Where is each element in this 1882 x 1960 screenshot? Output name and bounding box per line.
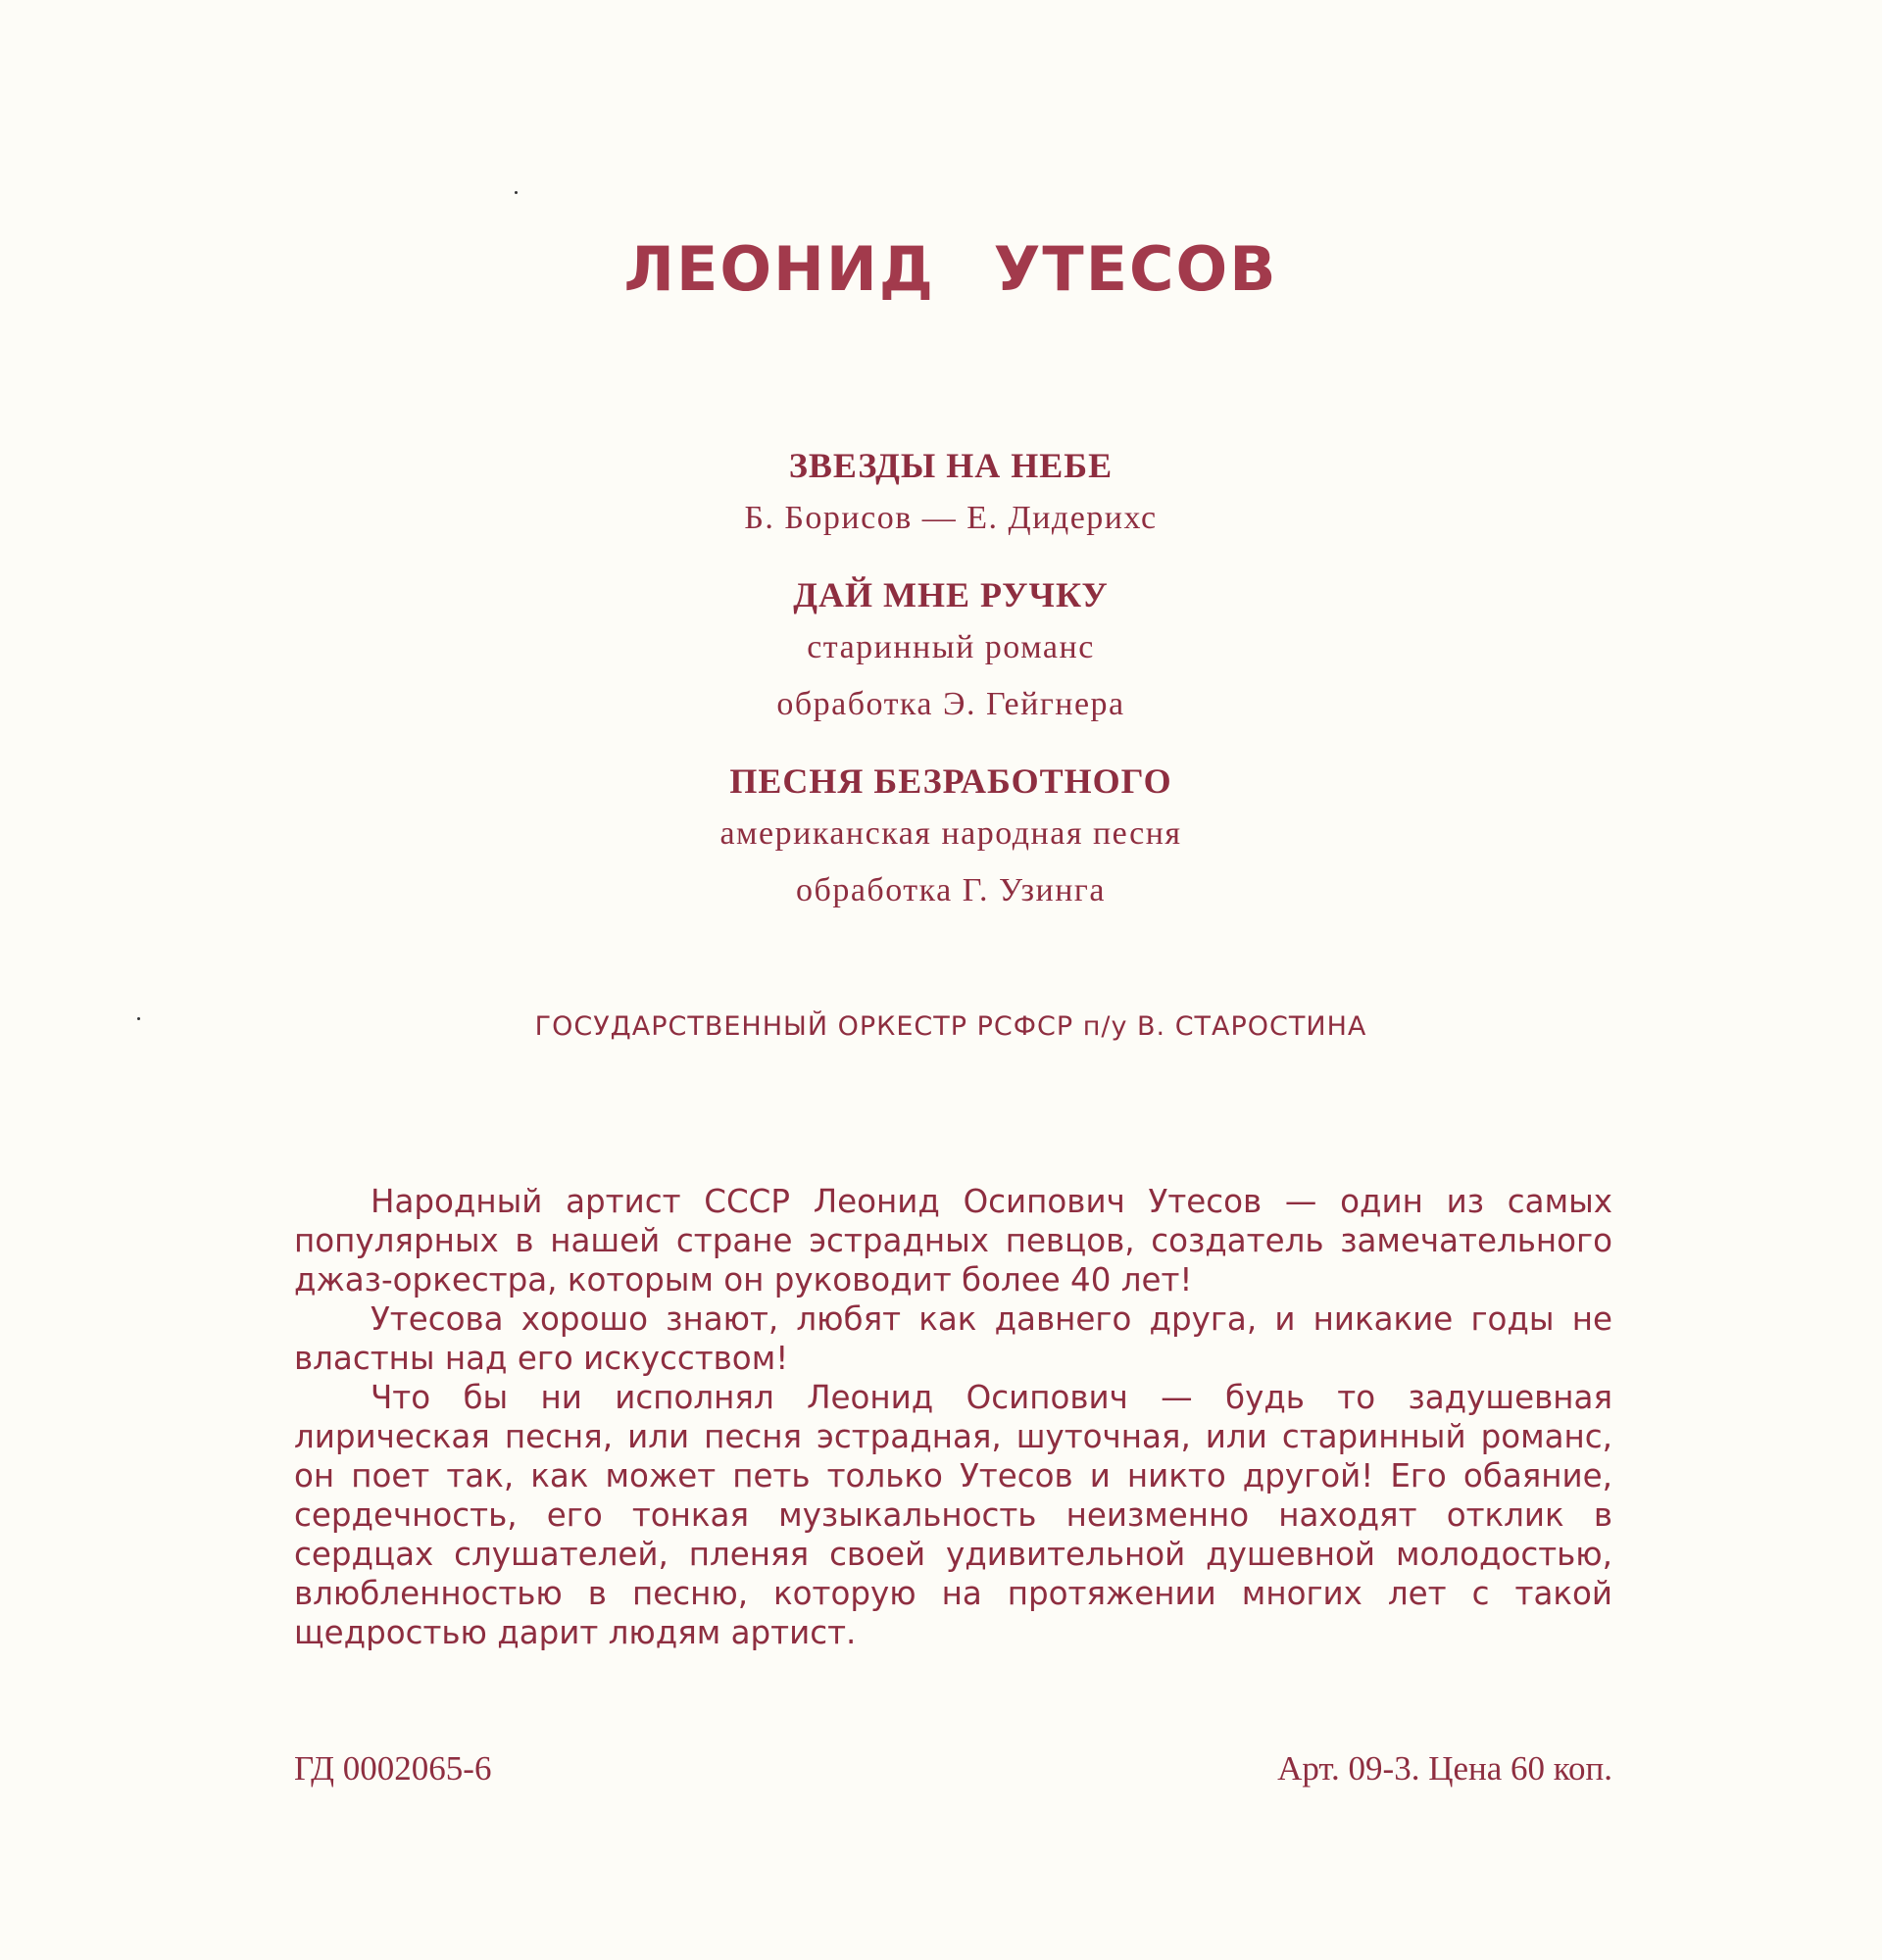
song-credit: обработка Г. Узинга bbox=[796, 872, 1106, 908]
description-paragraph: Народный артист СССР Леонид Осипович Утесов — один из самых популярных в нашей стране эстрадных певцов, создатель замечательного джаз-оркестра, которым он руководит более 40 лет! bbox=[294, 1183, 1612, 1298]
catalog-number: ГД 0002065-6 bbox=[294, 1749, 492, 1788]
song-title: ПЕСНЯ БЕЗРАБОТНОГО bbox=[729, 761, 1172, 801]
song-credit: Б. Борисов — Е. Дидерихс bbox=[744, 500, 1158, 536]
description-paragraph: Что бы ни исполнял Леонид Осипович — будь то задушевная лирическая песня, или песня эстрадная, шуточная, или старинный романс, он поет так, как может петь только Утесов и никто другой! Его обаяние, сердечность, его тонкая музыкальность неизменно находят отклик в сердцах слушателей, пленяя своей удивительной душевной молодостью, влюбленностью в песню, которую на протяжении многих лет с такой щедростью дарит людям артист. bbox=[294, 1379, 1612, 1651]
song-credit: обработка Э. Гейгнера bbox=[776, 686, 1125, 722]
description-paragraph: Утесова хорошо знают, любят как давнего друга, и никакие годы не властны над его искусством! bbox=[294, 1300, 1612, 1377]
song-2 bbox=[0, 570, 1882, 733]
footer bbox=[294, 1749, 1612, 1788]
song-genre: старинный романс bbox=[807, 629, 1095, 665]
artist-title: ЛЕОНИД УТЕСОВ bbox=[623, 233, 1278, 305]
song-3 bbox=[0, 757, 1882, 919]
song-list bbox=[0, 441, 1882, 943]
artist-description bbox=[294, 1182, 1612, 1652]
song-genre: американская народная песня bbox=[719, 815, 1182, 852]
price-label: Арт. 09-3. Цена 60 коп. bbox=[1277, 1749, 1612, 1788]
orchestra-credit: ГОСУДАРСТВЕННЫЙ ОРКЕСТР РСФСР п/у В. СТАРОСТИНА bbox=[534, 1011, 1367, 1042]
song-1 bbox=[0, 441, 1882, 547]
song-title: ЗВЕЗДЫ НА НЕБЕ bbox=[788, 446, 1114, 485]
song-title: ДАЙ МНЕ РУЧКУ bbox=[793, 575, 1109, 614]
print-speck bbox=[515, 191, 518, 194]
